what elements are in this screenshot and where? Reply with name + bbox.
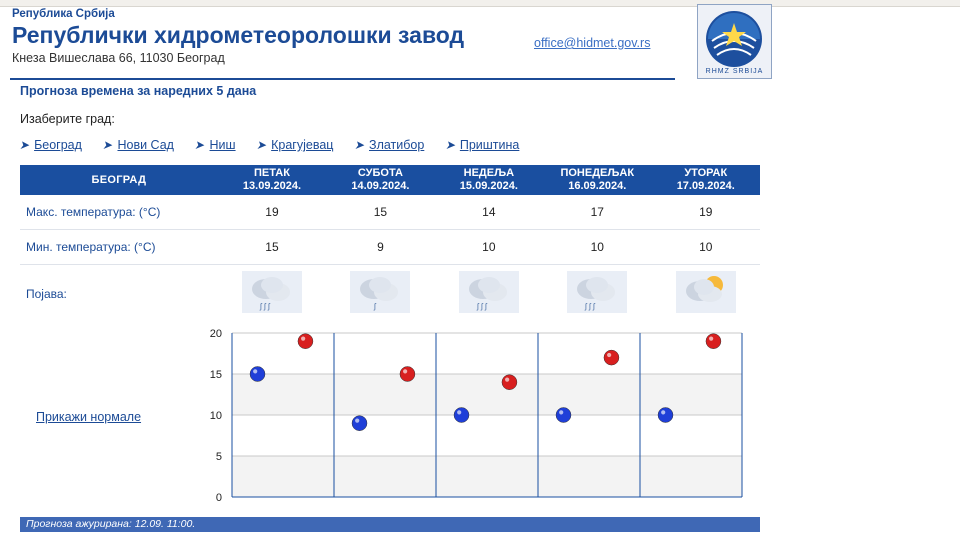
city-link-pristina[interactable]: [446, 138, 520, 152]
day-header-1: [326, 165, 434, 195]
svg-text:ʃ ʃ ʃ: ʃ ʃ ʃ: [259, 302, 270, 311]
arrow-icon: ➤: [193, 138, 208, 152]
day-date: 15.09.2024.: [459, 180, 518, 192]
row-label-phenomenon: Појава:: [26, 286, 67, 301]
day-date: 17.09.2024.: [676, 180, 735, 192]
logo-caption: RHMZ SRBIJA: [705, 68, 764, 75]
choose-city-label: Изаберите град:: [20, 112, 115, 126]
svg-text:10: 10: [209, 410, 222, 422]
day-header-2: [435, 165, 543, 195]
country-label: Република Србија: [12, 8, 115, 20]
chart-canvas: [20, 325, 760, 505]
table-row: [20, 230, 760, 265]
rain-cloud-icon: [567, 271, 627, 313]
table-header-row: [20, 165, 760, 195]
city-link-novi-sad[interactable]: [103, 138, 174, 152]
svg-text:0: 0: [215, 492, 222, 504]
day-header-3: [543, 165, 651, 195]
arrow-icon: ➤: [444, 138, 458, 152]
weather-icon-cell-4: [652, 265, 761, 323]
day-name: УТОРАК: [684, 167, 728, 179]
day-header-0: [218, 165, 326, 195]
min-temp-4: 10: [699, 240, 713, 254]
arrow-icon: ➤: [353, 138, 367, 152]
forecast-table: [20, 165, 760, 322]
day-date: 16.09.2024.: [568, 180, 627, 192]
city-selector: [20, 138, 537, 152]
rain-cloud-icon: [242, 271, 302, 313]
sun-cloud-icon: [676, 271, 736, 313]
institute-logo: [697, 4, 772, 79]
day-name: ПОНЕДЕЉАК: [560, 167, 635, 179]
day-header-4: [652, 165, 761, 195]
table-row: [20, 195, 760, 230]
arrow-icon: ➤: [255, 138, 269, 152]
city-link-nis[interactable]: [195, 138, 235, 152]
svg-text:ʃ ʃ ʃ: ʃ ʃ ʃ: [585, 302, 596, 311]
day-name: ПЕТАК: [254, 167, 290, 179]
arrow-icon: ➤: [18, 138, 32, 152]
max-temp-3: 17: [590, 205, 604, 219]
update-footer: [20, 517, 760, 532]
temperature-chart: [20, 325, 760, 505]
city-link-beograd[interactable]: [20, 138, 82, 152]
city-label: Београд: [34, 138, 82, 152]
min-temp-1: 9: [377, 240, 384, 254]
table-row-phenomenon: [20, 265, 760, 323]
city-link-kragujevac[interactable]: [257, 138, 333, 152]
forecast-section-title: Прогноза времена за наредних 5 дана: [20, 84, 257, 98]
city-label: Златибор: [369, 138, 425, 152]
row-label-max-temp: Макс. температура: (°C): [26, 205, 161, 219]
email-link[interactable]: office@hidmet.gov.rs: [534, 36, 651, 50]
day-date: 13.09.2024.: [242, 180, 302, 192]
arrow-icon: ➤: [101, 138, 115, 152]
svg-text:5: 5: [215, 451, 222, 463]
min-temp-0: 15: [265, 240, 279, 254]
row-label-min-temp: Мин. температура: (°C): [26, 240, 156, 254]
svg-text:ʃ: ʃ: [374, 302, 377, 311]
table-city-header: БЕОГРАД: [20, 165, 218, 195]
page-title: Републички хидрометеоролошки завод: [12, 22, 465, 48]
show-normals-link[interactable]: Прикажи нормале: [36, 410, 142, 424]
update-text: Прогноза ажурирана: 12.09. 11:00.: [26, 518, 196, 530]
day-date: 14.09.2024.: [351, 180, 410, 192]
city-label: Нови Сад: [117, 138, 174, 152]
min-temp-2: 10: [482, 240, 496, 254]
city-label: Крагујевац: [271, 138, 334, 152]
weather-icon-cell-3: [543, 265, 651, 323]
day-name: НЕДЕЉА: [463, 167, 515, 179]
max-temp-2: 14: [482, 205, 496, 219]
max-temp-0: 19: [265, 205, 279, 219]
svg-text:20: 20: [209, 328, 222, 340]
rain-cloud-icon: [459, 271, 519, 313]
min-temp-3: 10: [590, 240, 604, 254]
header-divider: [10, 78, 675, 80]
weather-icon-cell-1: [326, 265, 434, 323]
top-strip: [0, 0, 960, 7]
city-label: Приштина: [459, 138, 520, 152]
svg-text:ʃ ʃ ʃ: ʃ ʃ ʃ: [476, 302, 487, 311]
rain-cloud-icon: [350, 271, 410, 313]
max-temp-1: 15: [373, 205, 388, 219]
weather-icon-cell-2: [435, 265, 543, 323]
city-label: Ниш: [209, 138, 236, 152]
day-name: СУБОТА: [357, 167, 403, 179]
city-link-zlatibor[interactable]: [355, 138, 424, 152]
max-temp-4: 19: [699, 205, 713, 219]
weather-icon-cell-0: [218, 265, 326, 323]
svg-text:15: 15: [209, 369, 222, 381]
address-label: Кнеза Вишеслава 66, 11030 Београд: [12, 51, 225, 65]
